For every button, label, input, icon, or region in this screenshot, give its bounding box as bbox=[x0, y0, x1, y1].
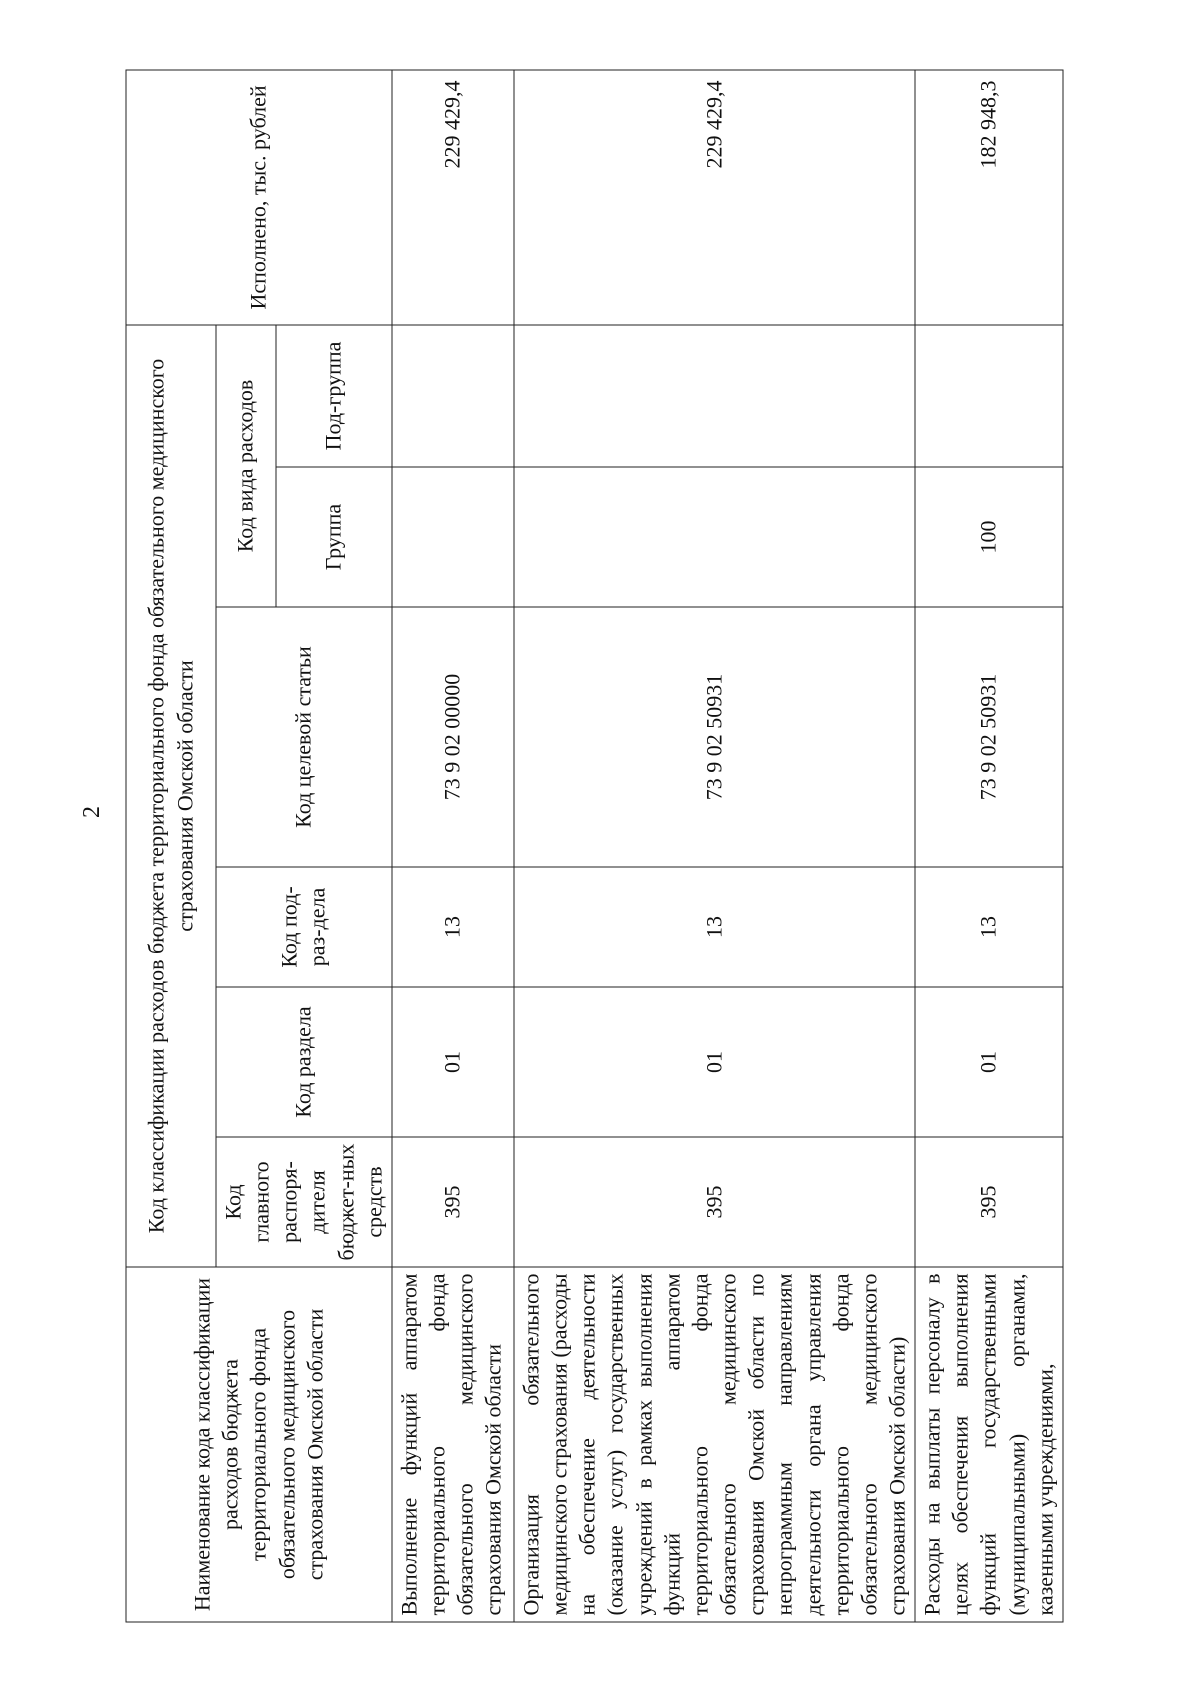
row-subgroup-code bbox=[915, 324, 1063, 466]
row-target-code: 73 9 02 00000 bbox=[392, 607, 514, 867]
row-target-code: 73 9 02 50931 bbox=[915, 607, 1063, 867]
header-row-1 bbox=[126, 69, 216, 1621]
row-subgroup-code bbox=[392, 324, 514, 466]
header-subsection: Код под-раз-дела bbox=[216, 867, 392, 987]
row-subsection-code: 13 bbox=[514, 867, 915, 987]
row-name: Организация обязательного медицинского страхования (расходы на обеспечение деятельности (оказание услуг) государственных учреждений в рамках выполнения функций аппаратом территориального фонда обязательного медицинского страхования Омской области по непрограммным направлениям деятельности органа управления территориального фонда обязательного медицинского страхования Омской области) bbox=[514, 1267, 915, 1622]
row-amount: 182 948,3 bbox=[915, 69, 1063, 324]
row-amount: 229 429,4 bbox=[392, 69, 514, 324]
table-row bbox=[514, 69, 915, 1621]
row-section-code: 01 bbox=[915, 987, 1063, 1137]
row-subsection-code: 13 bbox=[915, 867, 1063, 987]
header-main-manager: Код главного распоря-дителя бюджет-ных средств bbox=[216, 1137, 392, 1267]
row-subsection-code: 13 bbox=[392, 867, 514, 987]
page-number: 2 bbox=[78, 806, 105, 818]
header-subgroup: Под-группа bbox=[276, 324, 392, 466]
row-manager-code: 395 bbox=[392, 1137, 514, 1267]
header-executed: Исполнено, тыс. рублей bbox=[126, 69, 392, 324]
header-section: Код раздела bbox=[216, 987, 392, 1137]
header-target-item: Код целевой статьи bbox=[216, 607, 392, 867]
header-group: Группа bbox=[276, 467, 392, 607]
budget-table bbox=[126, 69, 1064, 1622]
row-group-code bbox=[514, 467, 915, 607]
row-amount: 229 429,4 bbox=[514, 69, 915, 324]
header-expense-type: Код вида расходов bbox=[216, 324, 276, 606]
row-subgroup-code bbox=[514, 324, 915, 466]
table-row bbox=[915, 69, 1063, 1621]
row-name: Расходы на выплаты персоналу в целях обеспечения выполнения функций государственными (муниципальными) органами, казенными учреждениями, bbox=[915, 1267, 1063, 1622]
row-group-code bbox=[392, 467, 514, 607]
header-code-group: Код классификации расходов бюджета территориального фонда обязательного медицинского страхования Омской области bbox=[126, 324, 216, 1266]
row-section-code: 01 bbox=[514, 987, 915, 1137]
table-row bbox=[392, 69, 514, 1621]
header-name: Наименование кода классификации расходов бюджета территориального фонда обязательного медицинского страхования Омской области bbox=[126, 1267, 392, 1622]
row-target-code: 73 9 02 50931 bbox=[514, 607, 915, 867]
row-group-code: 100 bbox=[915, 467, 1063, 607]
row-section-code: 01 bbox=[392, 987, 514, 1137]
row-name: Выполнение функций аппаратом территориального фонда обязательного медицинского страхования Омской области bbox=[392, 1267, 514, 1622]
row-manager-code: 395 bbox=[915, 1137, 1063, 1267]
budget-sheet bbox=[126, 70, 1091, 1622]
row-manager-code: 395 bbox=[514, 1137, 915, 1267]
